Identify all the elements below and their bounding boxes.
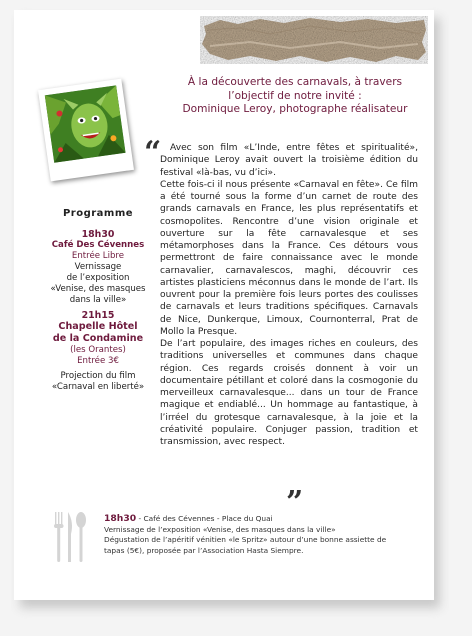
description-paragraph-3: De l’art populaire, des images riches en couleurs, des traditions universelles et communes dans chaque région. Ces regards croisés donnent à voir un documentaire pétillant et coloré dans la cosmogonie du merveilleux carnavalesque... dans un tour de France magique et endiablé... Un hommage au fantastique, à l’irréel du grotesque carnavalesque, à la joie et la créativité populaire. Conjuger passion, tradition et transmission, avec respect. (160, 339, 418, 447)
footer-line-3: Dégustation de l’apéritif vénitien «le Spritz» autour d’une bonne assiette de (104, 535, 387, 544)
event1-time: 18h30 (81, 229, 115, 240)
event1-venue: Café Des Cévennes (51, 240, 145, 250)
footer-place: - Café des Cévennes - Place du Quai (136, 514, 273, 523)
event2-desc-1: Projection du film (60, 371, 136, 381)
event1-desc-4: dans la ville» (69, 295, 127, 305)
event2-price: Entrée 3€ (77, 356, 119, 366)
footer-line-2: Vernissage de l’exposition «Venise, des masques dans la ville» (104, 524, 336, 534)
event2-venue-2: de la Condamine (52, 333, 144, 344)
event2-venue-1: Chapelle Hôtel (58, 321, 138, 332)
event1-desc-3: «Venise, des masques (50, 284, 146, 294)
torn-paper-decoration (200, 16, 428, 64)
programme-heading: Programme (62, 208, 134, 219)
description-paragraph-2: Cette fois-ci il nous présente «Carnaval en fête». Ce film a été tourné sous la forme d’un carnet de route des grands carnavals en France, les plus représentatifs et cosmopolites. Rencontre d’une vision originale et ouverture sur la fête carnavalesque et ses métamorphoses dans la France. Ces détours vous permettront de faire connaissance avec le monde carnavalier, carnavalescos, maghi, découvrir ces artistes plasticiens méconnus dans le monde de l’art. Ils ouvrent pour la première fois leurs portes des coulisses de carnavals et leurs traditions spécifiques. Carnavals de Nice, Dunkerque, Limoux, Cournonterral, Prat de Mollo la Presque. (160, 179, 418, 337)
flyer-page (14, 10, 434, 600)
open-quote-mark: “ (144, 135, 162, 170)
programme-column (42, 208, 154, 393)
close-quote-mark: ” (286, 485, 304, 520)
footer-time: 18h30 (104, 513, 137, 524)
intro-heading (164, 76, 426, 117)
carnival-photo-polaroid (38, 79, 134, 182)
event2-sub: (les Orantes) (70, 345, 126, 355)
carnival-mask-photo (45, 85, 126, 162)
description-paragraph-1: Avec son film «L’Inde, entre fêtes et spiritualité», Dominique Leroy avait ouvert la troisième édition du festival «là-bas, vu d’ici». (160, 143, 418, 178)
fork-knife-spoon-icon (52, 510, 88, 564)
event2-desc-2: «Carnaval en liberté» (51, 382, 145, 392)
event1-note: Entrée Libre (71, 251, 125, 261)
intro-line-2: l’objectif de notre invité : (228, 89, 362, 102)
main-description (160, 142, 418, 448)
footer-event (104, 514, 414, 556)
footer-line-1 (104, 514, 414, 525)
intro-line-1: À la découverte des carnavals, à travers (187, 76, 403, 88)
event2-time: 21h15 (81, 310, 115, 321)
intro-line-3: Dominique Leroy, photographe réalisateur (182, 103, 408, 115)
event1-desc-1: Vernissage (74, 262, 122, 272)
footer-line-4: tapas (5€), proposée par l’Association Hasta Siempre. (104, 545, 304, 555)
event1-desc-2: de l’exposition (66, 273, 130, 283)
